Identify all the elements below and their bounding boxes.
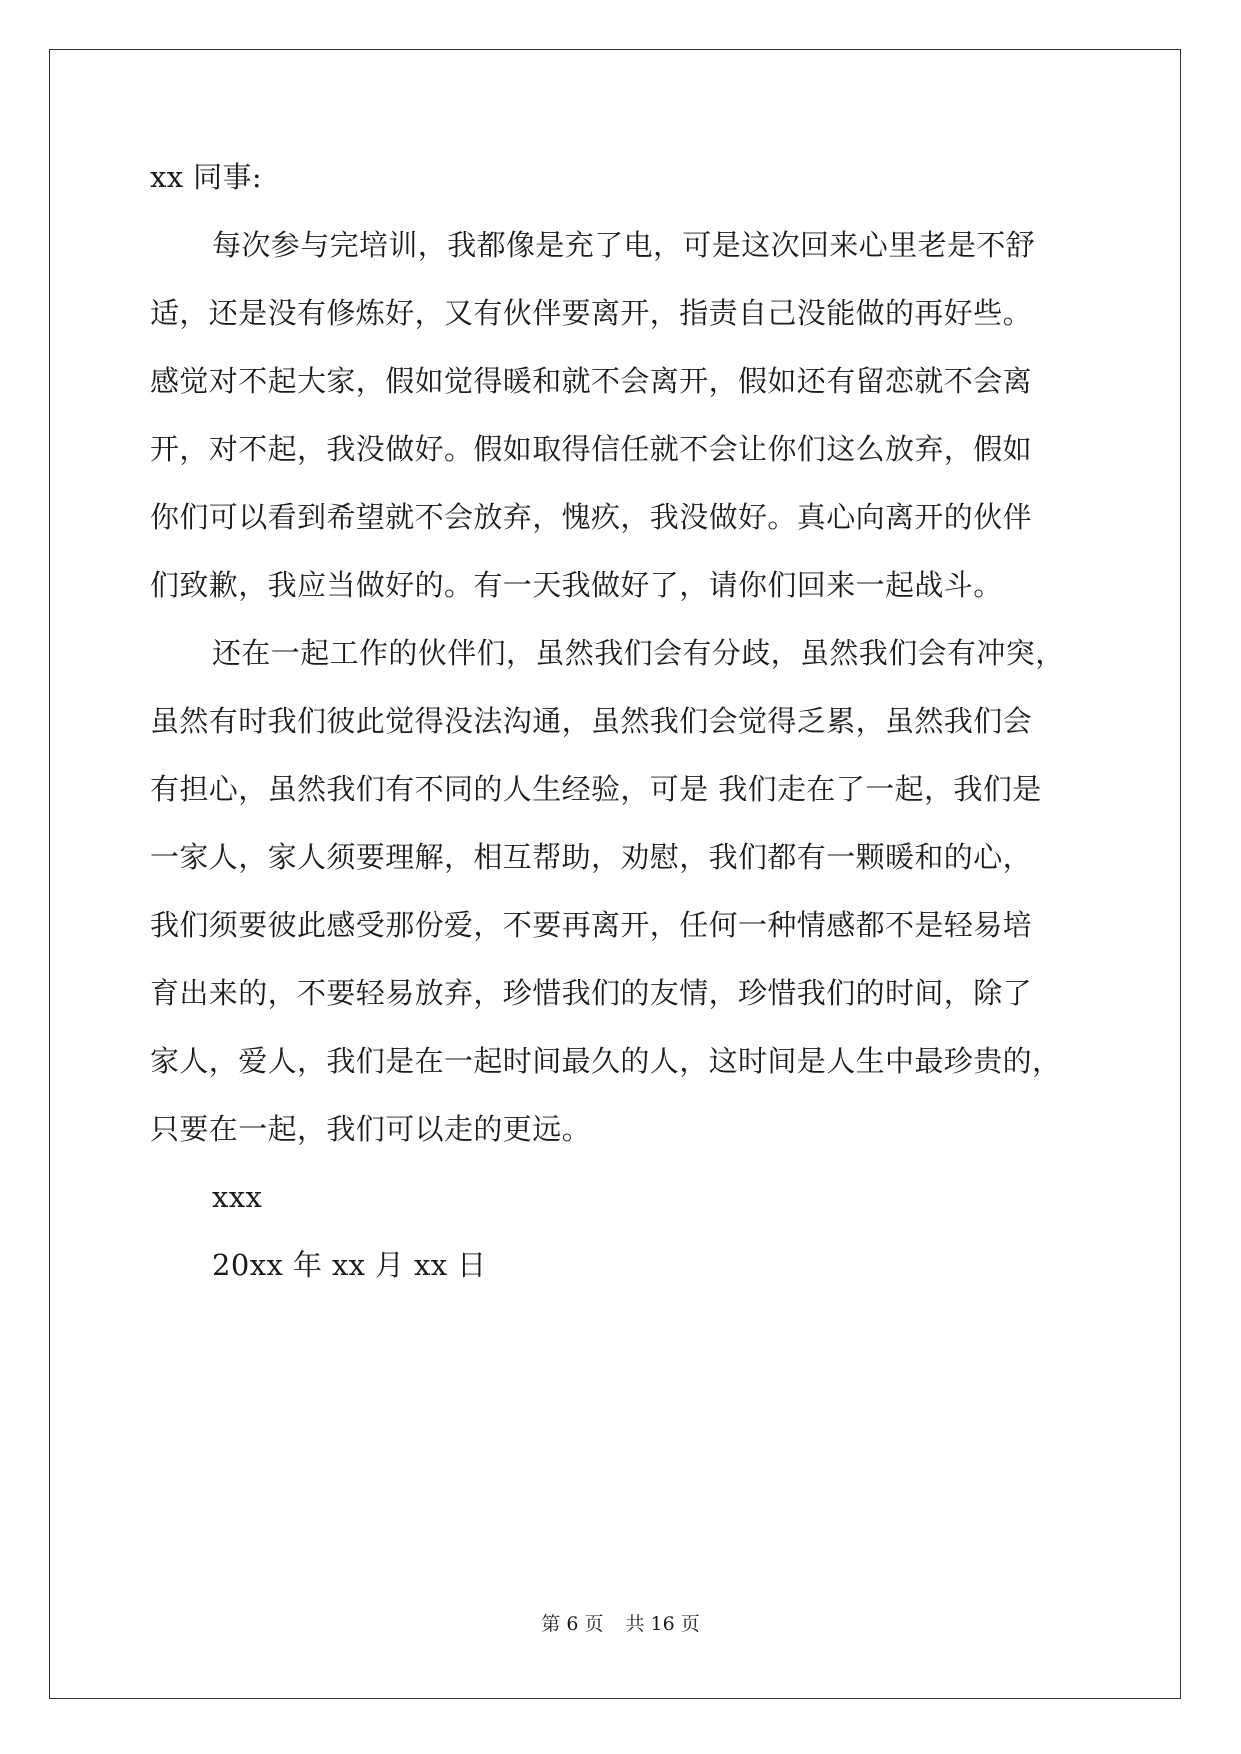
- paragraph-line: 开，对不起，我没做好。假如取得信任就不会让你们这么放弃，假如: [150, 432, 1033, 466]
- paragraph-line: 我们须要彼此感受那份爱，不要再离开，任何一种情感都不是轻易培: [150, 908, 1033, 942]
- paragraph-line: 还在一起工作的伙伴们，虽然我们会有分歧，虽然我们会有冲突，: [212, 636, 1065, 670]
- paragraph-line: 有担心，虽然我们有不同的人生经验，可是 我们走在了一起，我们是: [150, 772, 1042, 806]
- paragraph-line: 虽然有时我们彼此觉得没法沟通，虽然我们会觉得乏累，虽然我们会: [150, 704, 1033, 738]
- page-number-current: 第 6 页: [541, 1613, 604, 1635]
- page-number-total: 共 16 页: [625, 1613, 700, 1635]
- letter-date: 20xx 年 xx 月 xx 日: [212, 1248, 487, 1282]
- page-footer: [0, 1612, 1241, 1636]
- paragraph-line: 感觉对不起大家，假如觉得暖和就不会离开，假如还有留恋就不会离: [150, 364, 1033, 398]
- paragraph-line: 家人，爱人，我们是在一起时间最久的人，这时间是人生中最珍贵的，: [150, 1044, 1062, 1078]
- paragraph-line: 你们可以看到希望就不会放弃，愧疚，我没做好。真心向离开的伙伴: [150, 500, 1033, 534]
- paragraph-line: 一家人，家人须要理解，相互帮助，劝慰，我们都有一颗暖和的心，: [150, 840, 1033, 874]
- letter-signature: xxx: [212, 1180, 263, 1214]
- paragraph-line: 育出来的，不要轻易放弃，珍惜我们的友情，珍惜我们的时间，除了: [150, 976, 1033, 1010]
- paragraph-line: 每次参与完培训，我都像是充了电，可是这次回来心里老是不舒: [212, 228, 1036, 262]
- paragraph-line: 适，还是没有修炼好，又有伙伴要离开，指责自己没能做的再好些。: [150, 296, 1033, 330]
- paragraph-line: 们致歉，我应当做好的。有一天我做好了，请你们回来一起战斗。: [150, 568, 1003, 602]
- letter-greeting: xx 同事:: [150, 160, 263, 194]
- paragraph-line: 只要在一起，我们可以走的更远。: [150, 1112, 592, 1146]
